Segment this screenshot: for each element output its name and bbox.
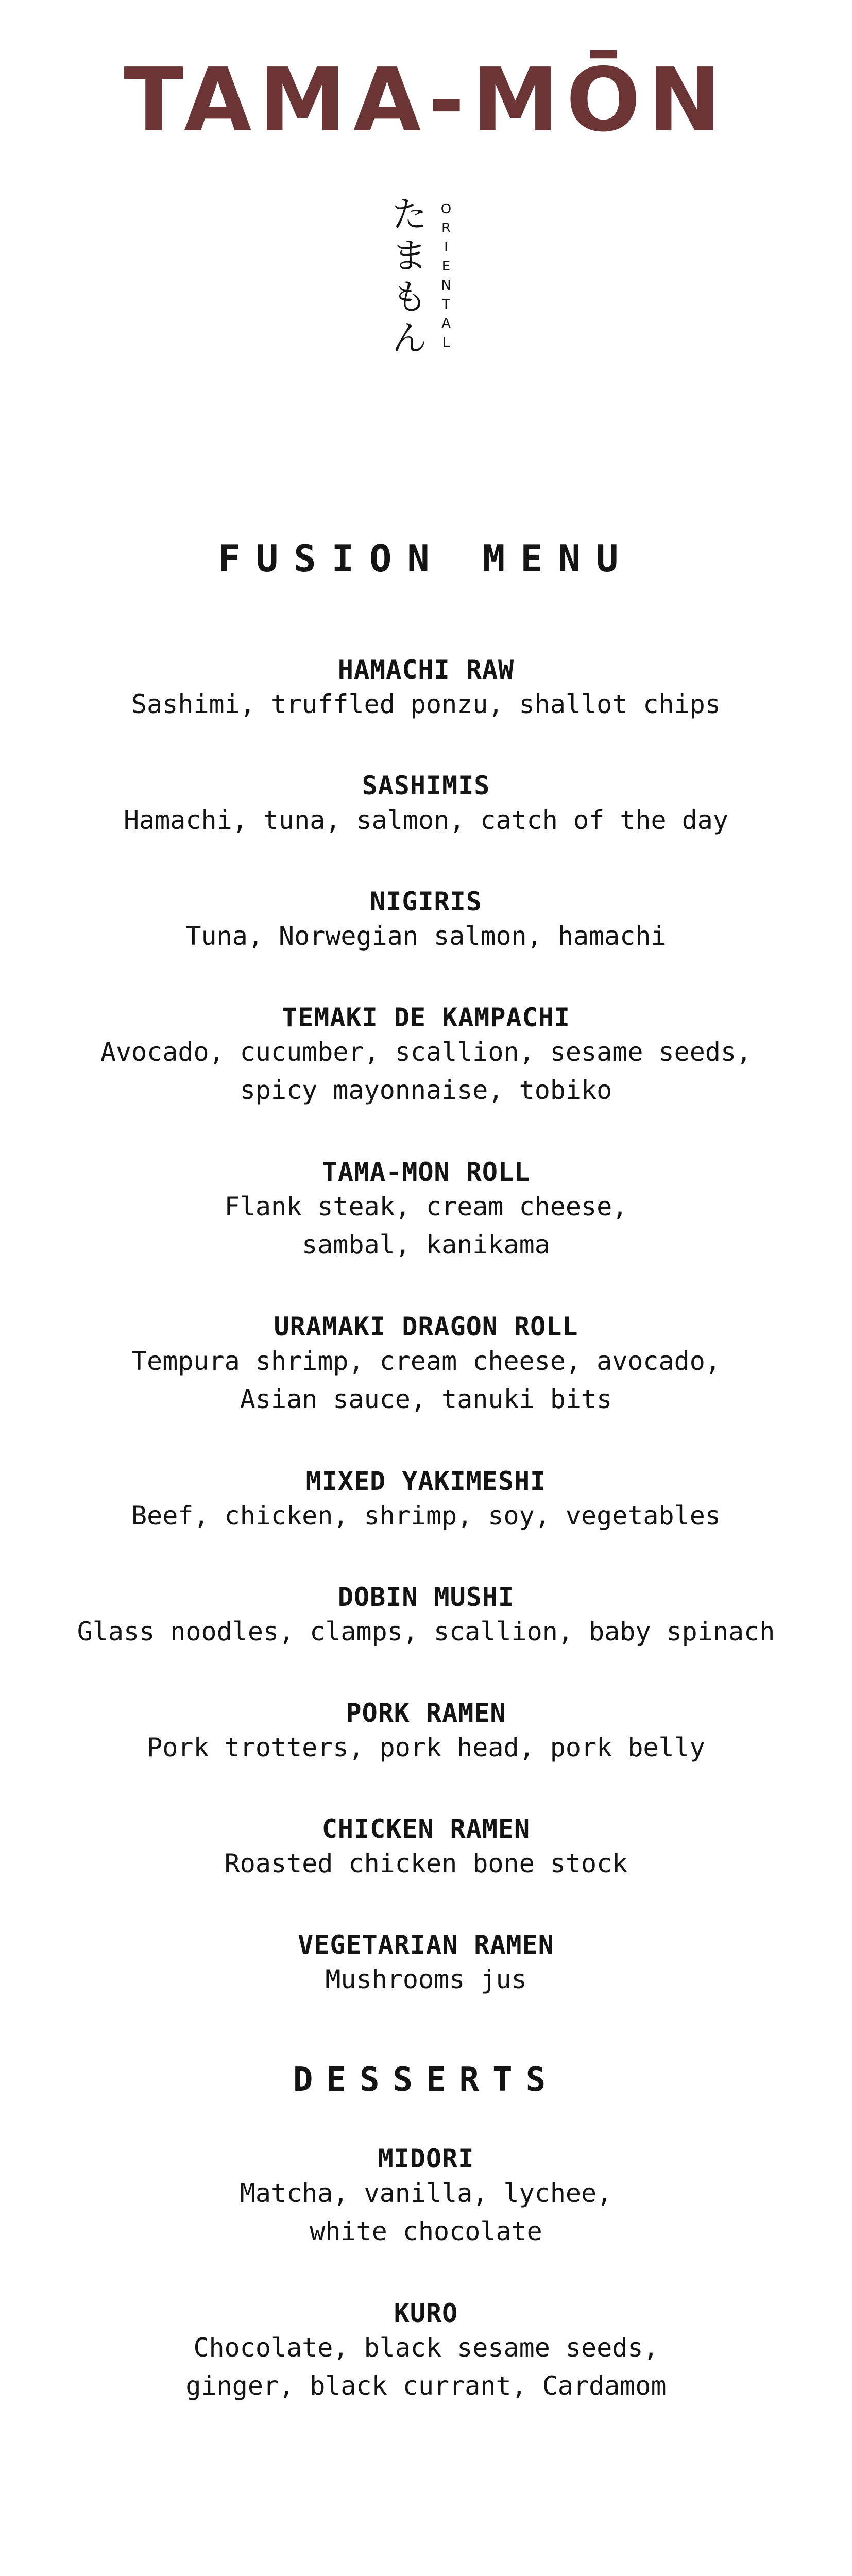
menu-item <box>0 886 852 955</box>
menu-item-name: VEGETARIAN RAMEN <box>298 1930 554 1960</box>
menu-item <box>0 1157 852 1264</box>
logo-kana: ん <box>391 318 427 359</box>
menu-item-description: Tempura shrimp, cream cheese, avocado, Asian sauce, tanuki bits <box>131 1346 721 1414</box>
menu-item-name: URAMAKI DRAGON ROLL <box>274 1312 578 1342</box>
menu-item <box>0 1929 852 1998</box>
menu-item-description: Beef, chicken, shrimp, soy, vegetables <box>131 1501 721 1531</box>
menu-item-name: NIGIRIS <box>370 887 482 917</box>
logo-kana: も <box>391 277 427 318</box>
menu-item-name: SASHIMIS <box>362 771 490 801</box>
dessert-item-description: Chocolate, black sesame seeds, ginger, black currant, Cardamom <box>185 2333 667 2401</box>
logo-kana: た <box>391 195 427 235</box>
logo-letter: N <box>441 278 451 293</box>
logo-japanese <box>389 195 430 360</box>
menu-item <box>0 1466 852 1535</box>
logo-letter: A <box>441 316 451 331</box>
logo-letter: E <box>441 259 451 274</box>
logo-letter: O <box>440 201 452 217</box>
dessert-item-name: KURO <box>394 2298 458 2328</box>
menu-item-description: Hamachi, tuna, salmon, catch of the day <box>124 805 728 835</box>
logo-letter: L <box>442 335 450 350</box>
menu-item-name: DOBIN MUSHI <box>337 1582 515 1612</box>
logo-letter: T <box>442 297 450 312</box>
menu-item-name: PORK RAMEN <box>346 1698 506 1728</box>
menu-item <box>0 1814 852 1883</box>
dessert-item <box>0 2298 852 2405</box>
menu-item-description: Pork trotters, pork head, pork belly <box>147 1733 705 1762</box>
menu-item-description: Mushrooms jus <box>325 1964 527 1994</box>
dessert-item <box>0 2143 852 2250</box>
logo-letter: R <box>441 221 451 236</box>
logo-subtitle <box>437 200 455 352</box>
menu-item <box>0 770 852 839</box>
menu-item <box>0 1002 852 1109</box>
menu-item-description: Flank steak, cream cheese, sambal, kanikama <box>224 1192 628 1260</box>
dessert-item-description: Matcha, vanilla, lychee, white chocolate <box>240 2178 612 2246</box>
menu-item-description: Avocado, cucumber, scallion, sesame seeds, spicy mayonnaise, tobiko <box>100 1037 752 1105</box>
menu-item <box>0 1311 852 1418</box>
desserts-title: DESSERTS <box>293 2061 559 2099</box>
logo-kana: ま <box>391 236 427 277</box>
menu-item-name: TAMA-MON ROLL <box>321 1157 531 1187</box>
menu-item-description: Glass noodles, clamps, scallion, baby spinach <box>77 1617 775 1647</box>
menu-item <box>0 654 852 723</box>
brand-title: TAMA-MŌN <box>124 49 728 151</box>
menu-item-name: HAMACHI RAW <box>337 655 515 685</box>
menu-item <box>0 1698 852 1767</box>
dessert-item-name: MIDORI <box>378 2144 474 2174</box>
menu-item-name: MIXED YAKIMESHI <box>305 1466 547 1496</box>
menu-item-description: Roasted chicken bone stock <box>224 1849 628 1878</box>
menu-item <box>0 1582 852 1651</box>
menu-item-description: Tuna, Norwegian salmon, hamachi <box>185 921 667 951</box>
menu-item-name: TEMAKI DE KAMPACHI <box>282 1003 570 1032</box>
menu-item-name: CHICKEN RAMEN <box>321 1814 531 1844</box>
menu-title: FUSION MENU <box>218 537 634 580</box>
menu-item-description: Sashimi, truffled ponzu, shallot chips <box>131 689 721 719</box>
logo-letter: I <box>444 240 448 255</box>
